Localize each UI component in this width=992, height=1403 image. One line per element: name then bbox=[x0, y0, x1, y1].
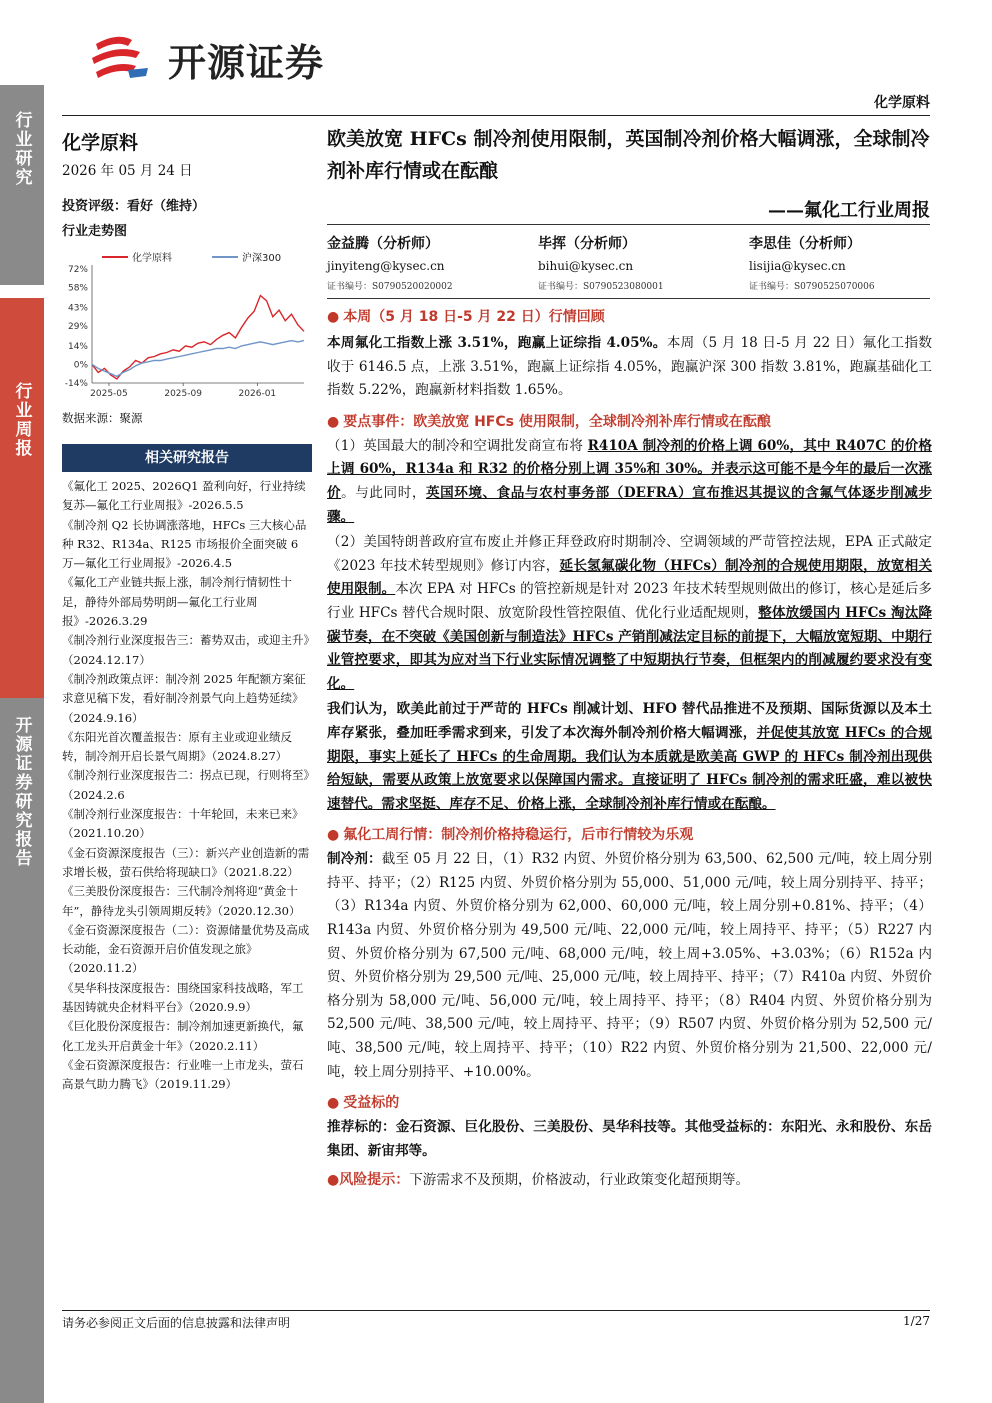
y-tick-label: 43% bbox=[67, 303, 88, 314]
analyst-2 bbox=[538, 233, 738, 292]
review-bold: 本周氟化工指数上涨 3.51%，跑赢上证综指 4.05%。 bbox=[327, 335, 667, 351]
bullet-icon: ● bbox=[327, 413, 340, 430]
title-rule bbox=[327, 224, 930, 225]
related-report-item[interactable]: 《制冷剂 Q2 长协调涨落地，HFCs 三大核心品种 R32、R134a、R125 市场报价全面突破 6 万—氟化工行业周报》-2026.4.5 bbox=[62, 517, 307, 571]
industry-name: 化学原料 bbox=[62, 132, 139, 154]
trend-label: 行业走势图 bbox=[62, 224, 128, 239]
related-report-item[interactable]: 《金石资源深度报告：行业唯一上市龙头，萤石高景气助力腾飞》（2019.11.29） bbox=[62, 1057, 304, 1092]
market-paragraph bbox=[327, 848, 932, 1084]
event-1-text-a: （1）英国最大的制冷和空调批发商宣布将 bbox=[327, 437, 588, 454]
event-2-text-b: 延长氢氟碳化物（HFCs）制冷剂的合规使用期限，放宽相关使用限制。 bbox=[327, 557, 932, 598]
sidebar-bottom bbox=[0, 698, 44, 1403]
brand-logo bbox=[88, 30, 388, 86]
bullet-icon: ● bbox=[327, 827, 340, 844]
event-paragraph-1 bbox=[327, 435, 932, 529]
sidebar-middle-label: 行业周报 bbox=[11, 382, 32, 458]
event-1-text-c: 。与此同时， bbox=[341, 484, 426, 501]
rating: 投资评级：看好（维持） bbox=[62, 199, 206, 214]
event-3-text-b: 并促使其放宽 HFCs 的合规期限，事实上延长了 HFCs 的生命周期。我们认为本质就是欧美高 GWP 的 HFCs 制冷剂出现供给短缺，需要从政策上放宽要求以保障国内需求。直接证明了 HFCs 制冷剂的需求旺盛，难以被快速替代。需求坚挺、库存不足、价格上涨，全球制冷剂补库行情或在酝酿。 bbox=[327, 724, 933, 812]
targets-paragraph: 推荐标的：金石资源、巨化股份、三美股份、昊华科技等。其他受益标的：东阳光、永和股份、东岳集团、新宙邦等。 bbox=[327, 1119, 932, 1159]
related-report-item[interactable]: 《制冷剂行业深度报告二：拐点已现，行则将至》（2024.2.6 bbox=[62, 768, 310, 802]
risk-label: 风险提示： bbox=[339, 1172, 410, 1189]
analyst-2-email[interactable]: bihui@kysec.cn bbox=[538, 259, 634, 273]
analyst-1-cert: 证书编号：S0790520020002 bbox=[327, 282, 453, 292]
analyst-rule bbox=[327, 298, 930, 299]
section-targets bbox=[327, 1092, 932, 1112]
event-paragraph-2 bbox=[327, 531, 932, 696]
report-title: 欧美放宽 HFCs 制冷剂使用限制，英国制冷剂价格大幅调涨，全球制冷剂补库行情或在酝酿 bbox=[327, 128, 930, 182]
y-tick-label: 29% bbox=[67, 322, 88, 332]
related-report-item[interactable]: 《东阳光首次覆盖报告：原有主业或迎业绩反转，制冷剂开启长景气周期》（2024.8.27） bbox=[62, 729, 292, 764]
y-tick-label: -14% bbox=[64, 379, 88, 389]
review-text: 本周（5 月 18 日-5 月 22 日）氟化工指数收于 6146.5 点，上涨 3.51%，跑赢上证综指 4.05%，跑赢沪深 300 指数 3.81%，跑赢基础化工指数 5.22%，跑赢新材料指数 1.65%。 bbox=[327, 335, 932, 399]
analyst-3-cert: 证书编号：S0790525070006 bbox=[749, 282, 875, 292]
sidebar-bottom-label: 开源证券研究报告 bbox=[11, 716, 32, 868]
x-tick-label: 2026-01 bbox=[238, 389, 277, 399]
analyst-1-name: 金益腾（分析师） bbox=[327, 236, 439, 252]
report-body bbox=[327, 306, 932, 1193]
report-date: 2026 年 05 月 24 日 bbox=[62, 163, 193, 179]
bullet-icon: ● bbox=[327, 1095, 340, 1112]
related-report-item[interactable]: 《制冷剂行业深度报告：十年轮回，未来已来》（2021.10.20） bbox=[62, 807, 304, 841]
header-category: 化学原料 bbox=[874, 95, 930, 111]
y-tick-label: 72% bbox=[67, 265, 88, 275]
trend-chart-svg bbox=[62, 245, 312, 407]
event-1-text-d: 英国环境、食品与农村事务部（DEFRA）宣布推迟其提议的含氟气体逐步削减步骤。 bbox=[327, 484, 932, 525]
sidebar-middle bbox=[0, 298, 44, 698]
event-1-text-b: R410A 制冷剂的价格上调 60%，其中 R407C 的价格上调 60%，R134a 和 R32 的价格分别上调 35%和 30%。并表示这可能不是今年的最后一次涨价 bbox=[327, 437, 932, 501]
analyst-2-name: 毕挥（分析师） bbox=[538, 236, 636, 252]
sidebar-top bbox=[0, 85, 44, 285]
section-review-title: 本周（5 月 18 日-5 月 22 日）行情回顾 bbox=[343, 309, 605, 325]
section-review bbox=[327, 306, 932, 326]
section-market bbox=[327, 824, 932, 844]
market-label: 制冷剂： bbox=[327, 851, 382, 868]
analyst-3-name: 李思佳（分析师） bbox=[749, 236, 861, 252]
related-report-item[interactable]: 《金石资源深度报告（二）：资源储量优势及高成长动能，金石资源开启价值发现之旅》（2020.11.2） bbox=[62, 922, 310, 976]
analyst-1-email[interactable]: jinyiteng@kysec.cn bbox=[327, 259, 445, 273]
analyst-3 bbox=[749, 233, 949, 292]
footer-rule bbox=[62, 1310, 930, 1311]
y-tick-label: 58% bbox=[67, 283, 88, 294]
analyst-2-cert: 证书编号：S0790523080001 bbox=[538, 282, 664, 292]
brand-name: 开源证券 bbox=[168, 41, 325, 85]
legend-label: 沪深300 bbox=[242, 253, 282, 264]
section-events bbox=[327, 411, 932, 431]
event-2-text-a: （2）美国特朗普政府宣布废止并修正拜登政府时期制冷、空调领域的严苛管控法规，EPA 正式敲定《2023 年技术转型规则》修订内容， bbox=[327, 534, 932, 574]
sidebar-top-label: 行业研究 bbox=[11, 111, 32, 187]
bullet-icon: ● bbox=[327, 309, 340, 325]
related-report-item[interactable]: 《制冷剂政策点评：制冷剂 2025 年配额方案征求意见稿下发，看好制冷剂景气向上趋势延续》（2024.9.16） bbox=[62, 671, 306, 725]
section-market-title: 氟化工周行情：制冷剂价格持稳运行，后市行情较为乐观 bbox=[343, 827, 694, 844]
market-text: 截至 05 月 22 日，（1）R32 内贸、外贸价格分别为 63,500、62,500 元/吨，较上周分别持平、持平；（2）R125 内贸、外贸价格分别为 55,000、51,000 元/吨，较上周分别持平、持平；（3）R134a 内贸、外贸价格分别为 62,000、60,000 元/吨，较上周分别+0.81%、持平；（4）R143a 内贸、外贸价格分别为 49,500 元/吨、22,000 元/吨，较上周持平、持平；（5）R227 内贸、外贸价格分别为 67,500 元/吨、68,000 元/吨，较上周+3.05%、+3.03%；（6）R152a 内贸、外贸价格分别为 29,500 元/吨、25,000 元/吨，较上周持平、持平；（7）R410a 内贸、外贸价格分别为 58,000 元/吨、56,000 元/吨，较上周持平、持平；（8）R404 内贸、外贸价格分别为 52,500 元/吨、38,500 元/吨，较上周持平、持平；（9）R507 内贸、外贸价格分别为 52,500 元/吨、38,500 元/吨，较上周持平、持平；（10）R22 内贸、外贸价格分别为 21,500、22,000 元/吨，较上周分别持平、+10.00%。 bbox=[327, 851, 933, 1080]
left-column bbox=[62, 128, 312, 239]
footer-disclaimer: 请务必参阅正文后面的信息披露和法律声明 bbox=[62, 1316, 291, 1330]
event-paragraph-3 bbox=[327, 698, 932, 816]
section-targets-title: 受益标的 bbox=[343, 1095, 400, 1112]
trend-chart bbox=[62, 245, 312, 407]
brand-logo-icon bbox=[88, 30, 158, 86]
analyst-1 bbox=[327, 233, 527, 292]
related-list bbox=[62, 477, 312, 1095]
related-header bbox=[62, 444, 312, 472]
related-report-item[interactable]: 《昊华科技深度报告：围绕国家科技战略，军工基因铸就央企材料平台》（2020.9.9） bbox=[62, 980, 304, 1015]
related-report-item[interactable]: 《三美股份深度报告：三代制冷剂将迎“黄金十年”，静待龙头引领周期反转》（2020.12.30） bbox=[62, 884, 301, 918]
related-report-item[interactable]: 《氟化工 2025、2026Q1 盈利向好，行业持续复苏—氟化工行业周报》-2026.5.5 bbox=[62, 479, 306, 513]
x-tick-label: 2025-05 bbox=[90, 389, 128, 399]
related-report-item[interactable]: 《金石资源深度报告（三）：新兴产业创造新的需求增长极，萤石供给将现缺口》（2021.8.22） bbox=[62, 845, 310, 879]
y-tick-label: 14% bbox=[67, 341, 88, 352]
risk-text: 下游需求不及预期，价格波动，行业政策变化超预期等。 bbox=[409, 1172, 750, 1189]
related-report-item[interactable]: 《巨化股份深度报告：制冷剂加速更新换代，氟化工龙头开启黄金十年》（2020.2.11） bbox=[62, 1019, 304, 1053]
x-tick-label: 2025-09 bbox=[164, 389, 202, 399]
related-report-item[interactable]: 《制冷剂行业深度报告三：蓄势双击，或迎主升》（2024.12.17） bbox=[62, 633, 310, 667]
report-subtitle: ——氟化工行业周报 bbox=[768, 200, 930, 221]
risk-paragraph bbox=[327, 1169, 932, 1193]
header-rule bbox=[62, 115, 930, 116]
review-paragraph bbox=[327, 332, 932, 403]
event-2-text-d: 整体放缓国内 HFCs 淘汰降碳节奏，在不突破《美国创新与制造法》HFCs 产销削减法定目标的前提下，大幅放宽短期、中期行业管控要求，即其为应对当下行业实际情况调整了中短期执行节奏，但框架内的削减履约要求没有变化。 bbox=[327, 604, 932, 692]
footer-page: 1/27 bbox=[903, 1314, 930, 1328]
bullet-icon: ● bbox=[327, 1172, 340, 1189]
analyst-3-email[interactable]: lisijia@kysec.cn bbox=[749, 259, 846, 273]
series-line-1 bbox=[92, 296, 304, 380]
event-3-text-a: 我们认为，欧美此前过于严苛的 HFCs 削减计划、HFO 替代品推进不及预期、国际货源以及本土库存紧张，叠加旺季需求到来，引发了本次海外制冷剂价格大幅调涨， bbox=[327, 701, 932, 741]
related-title: 相关研究报告 bbox=[145, 450, 229, 466]
legend-label: 化学原料 bbox=[132, 253, 172, 264]
event-2-text-c: 本次 EPA 对 HFCs 的管控新规是针对 2023 年技术转型规则做出的修订，核心是延后多行业 HFCs 替代合规时限、放宽阶段性管控限值、优化行业适配规则， bbox=[327, 581, 933, 621]
section-events-title: 要点事件：欧美放宽 HFCs 使用限制，全球制冷剂补库行情或在酝酿 bbox=[343, 413, 771, 430]
chart-source: 数据来源：聚源 bbox=[62, 411, 143, 425]
related-report-item[interactable]: 《氟化工产业链共振上涨，制冷剂行情韧性十足，静待外部局势明朗—氟化工行业周报》-2026.3.29 bbox=[62, 575, 292, 629]
y-tick-label: 0% bbox=[73, 360, 88, 371]
